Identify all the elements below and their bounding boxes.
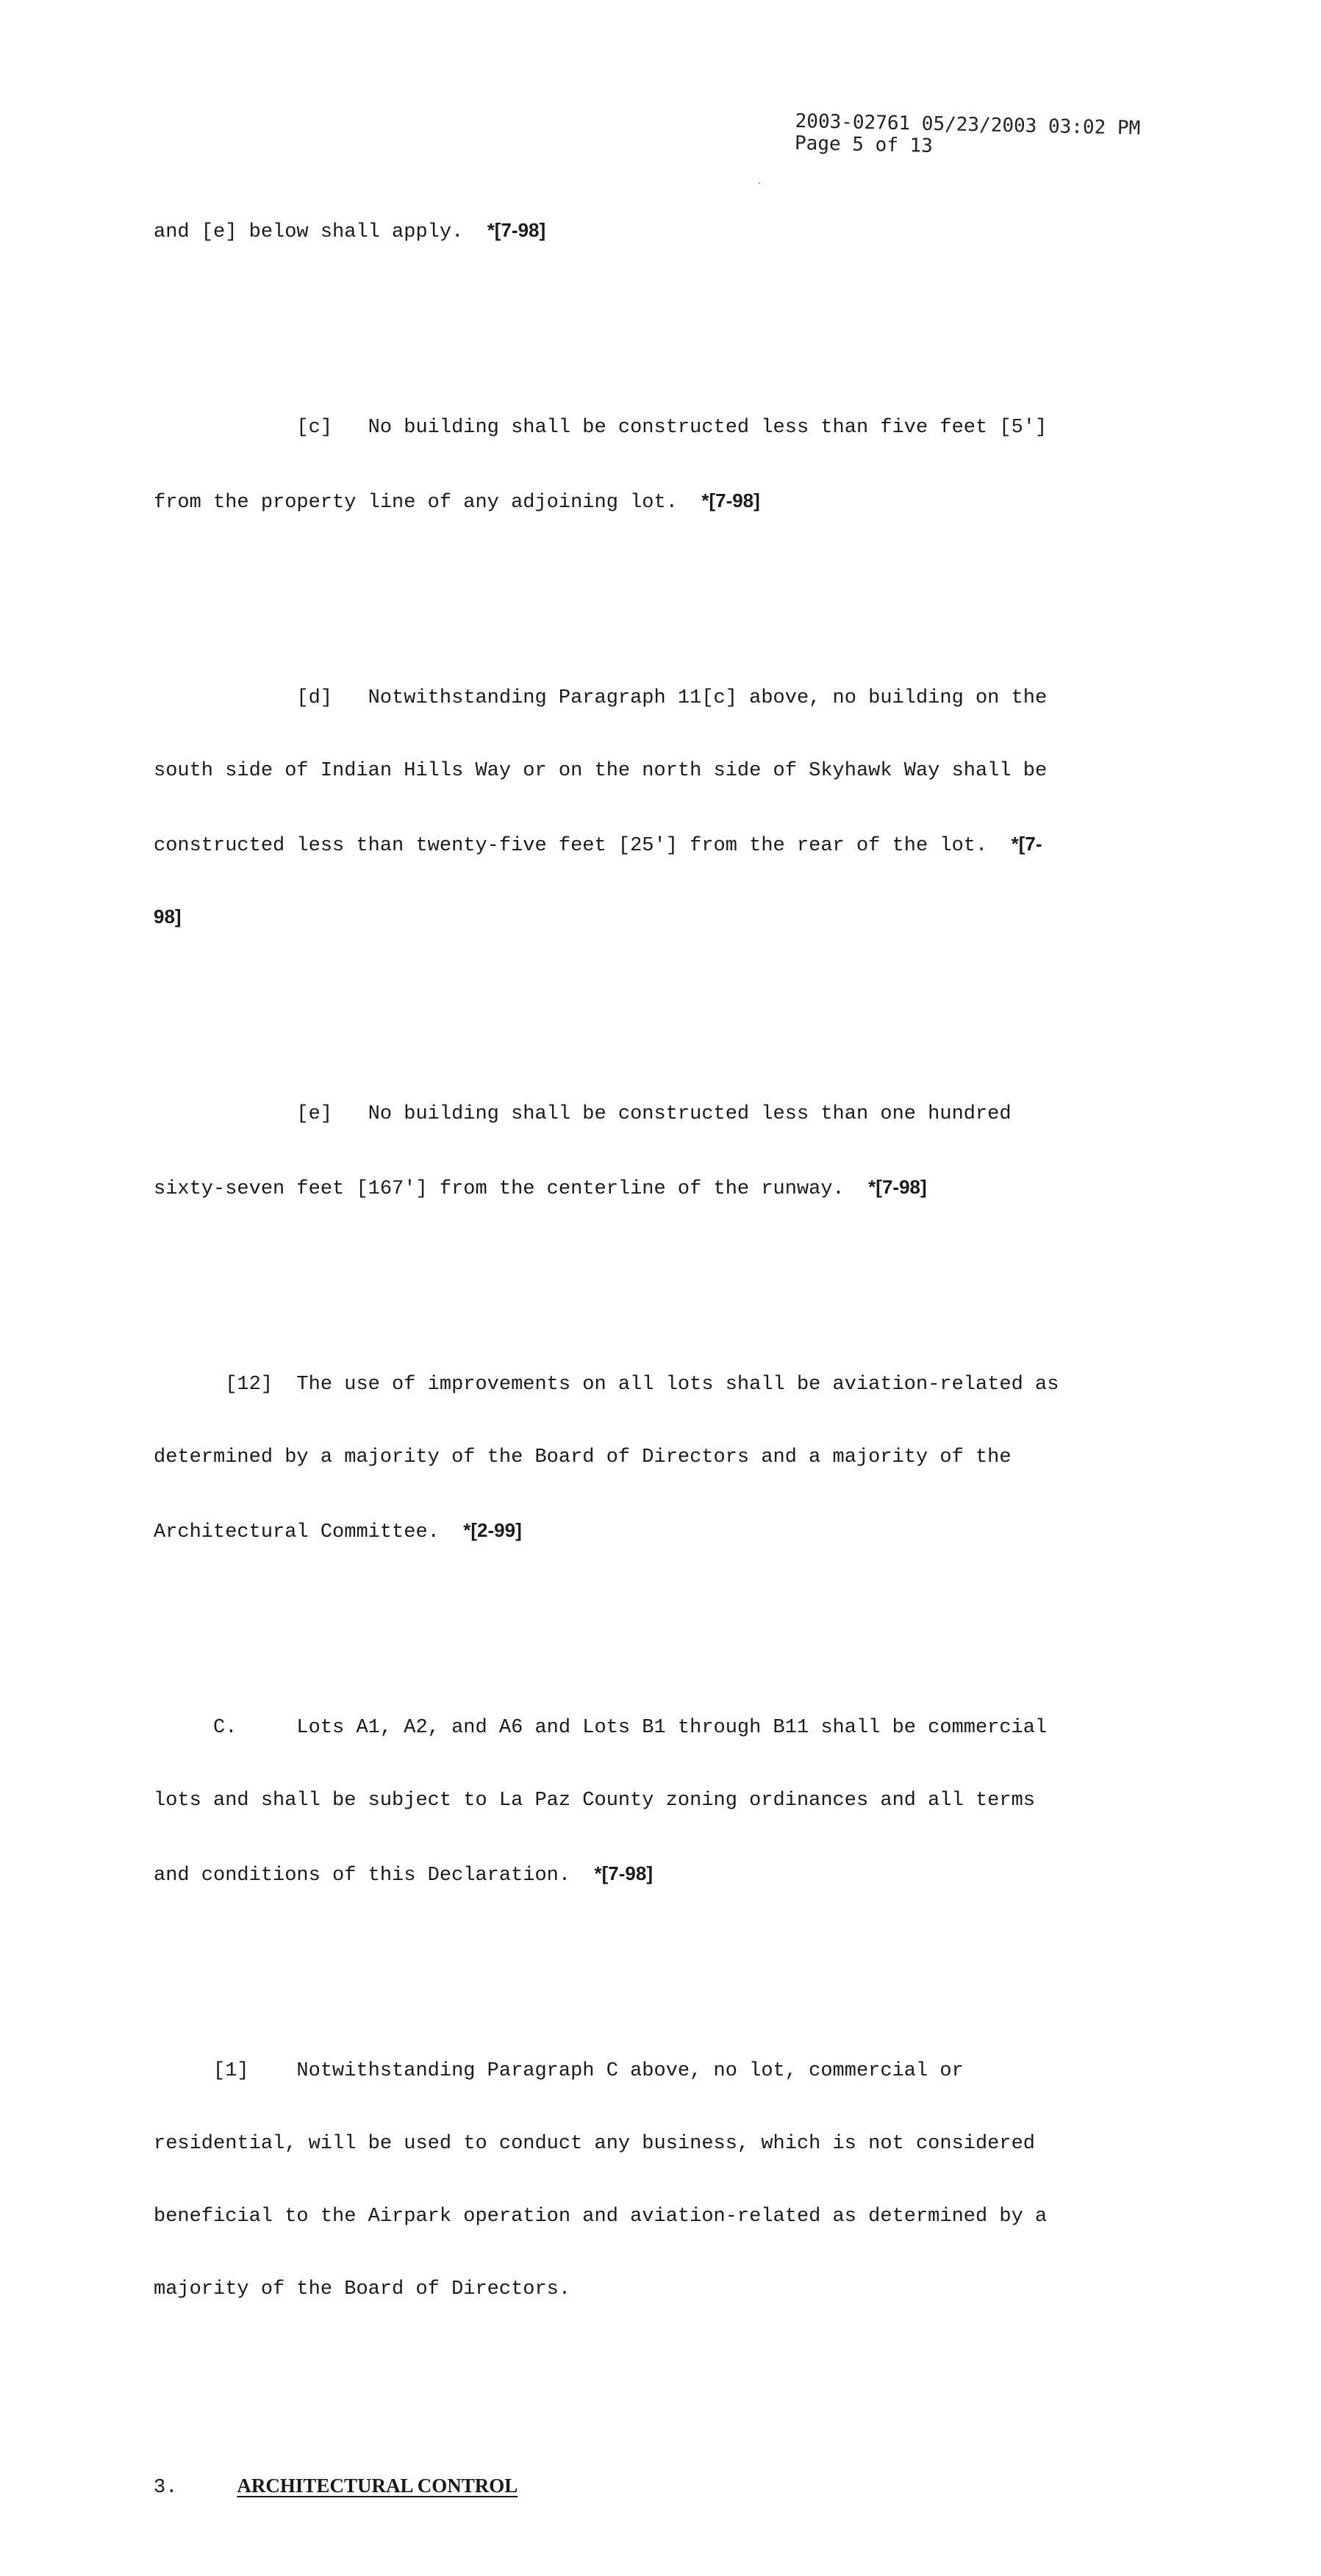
text-segment: lots and shall be subject to La Paz County zoning ordinances and all terms xyxy=(154,1790,1035,1812)
text-line xyxy=(154,1446,1190,1470)
text-line xyxy=(154,2059,1190,2084)
recording-number-date: 2003-02761 05/23/2003 03:02 PM xyxy=(795,110,1141,140)
text-segment: and conditions of this Declaration. xyxy=(154,1865,595,1887)
text-line xyxy=(154,489,1190,513)
text-segment: majority of the Board of Directors. xyxy=(154,2278,571,2300)
text-line xyxy=(154,1175,1190,1199)
amendment-ref: 98] xyxy=(154,905,182,928)
paragraph-gap xyxy=(154,315,1190,343)
text-segment: and [e] below shall apply. xyxy=(154,221,487,243)
document-body xyxy=(154,146,1190,2576)
text-segment: constructed less than twenty-five feet [25'] from the rear of the lot. xyxy=(154,835,1012,857)
paragraph-gap xyxy=(154,1615,1190,1643)
text-segment: determined by a majority of the Board of Directors and a majority of the xyxy=(154,1446,1012,1468)
text-line xyxy=(154,832,1190,856)
text-line xyxy=(154,416,1190,440)
section-heading-row xyxy=(154,2474,1190,2503)
text-line xyxy=(154,218,1190,243)
page-indicator: Page 5 of 13 xyxy=(794,132,934,157)
text-line xyxy=(154,1373,1190,1397)
paragraph-gap xyxy=(154,1002,1190,1030)
text-segment: from the property line of any adjoining lot. xyxy=(154,492,702,514)
text-segment: [c] No building shall be constructed less than five feet [5'] xyxy=(154,417,1048,439)
text-line xyxy=(154,2132,1190,2156)
text-line xyxy=(154,1862,1190,1886)
amendment-ref: *[7-98] xyxy=(868,1176,927,1198)
text-segment: beneficial to the Airpark operation and aviation-related as determined by a xyxy=(154,2206,1048,2228)
text-segment: Architectural Committee. xyxy=(154,1521,464,1543)
section-number: 3. xyxy=(154,2477,237,2499)
text-segment: residential, will be used to conduct any business, which is not considered xyxy=(154,2133,1035,2155)
amendment-ref: *[2-99] xyxy=(463,1519,522,1541)
text-line xyxy=(154,759,1190,783)
text-segment: sixty-seven feet [167'] from the centerline of the runway. xyxy=(154,1178,869,1200)
text-line xyxy=(154,2278,1190,2302)
text-line xyxy=(154,2205,1190,2229)
section-title: ARCHITECTURAL CONTROL xyxy=(237,2475,518,2497)
amendment-ref: *[7-98] xyxy=(594,1862,653,1884)
text-segment: [d] Notwithstanding Paragraph 11[c] above, no building on the xyxy=(154,687,1048,709)
amendment-ref: *[7-98] xyxy=(487,219,546,241)
text-segment: [12] The use of improvements on all lots shall be aviation-related as xyxy=(154,1374,1059,1396)
paragraph-gap xyxy=(154,2375,1190,2401)
text-segment: C. Lots A1, A2, and A6 and Lots B1 through B11 shall be commercial xyxy=(154,1717,1048,1739)
text-line xyxy=(154,905,1190,929)
amendment-ref: *[7-98] xyxy=(701,489,760,512)
amendment-ref: *[7- xyxy=(1011,833,1042,855)
paragraph-gap xyxy=(154,586,1190,614)
text-segment: south side of Indian Hills Way or on the north side of Skyhawk Way shall be xyxy=(154,760,1048,782)
text-segment: [1] Notwithstanding Paragraph C above, no lot, commercial or xyxy=(154,2060,964,2082)
paragraph-gap xyxy=(154,1272,1190,1300)
text-line xyxy=(154,1102,1190,1127)
text-segment: [e] No building shall be constructed less than one hundred xyxy=(154,1103,1012,1125)
text-line xyxy=(154,1789,1190,1813)
text-line xyxy=(154,1716,1190,1740)
text-line xyxy=(154,686,1190,711)
paragraph-gap xyxy=(154,1959,1190,1987)
text-line xyxy=(154,1518,1190,1543)
